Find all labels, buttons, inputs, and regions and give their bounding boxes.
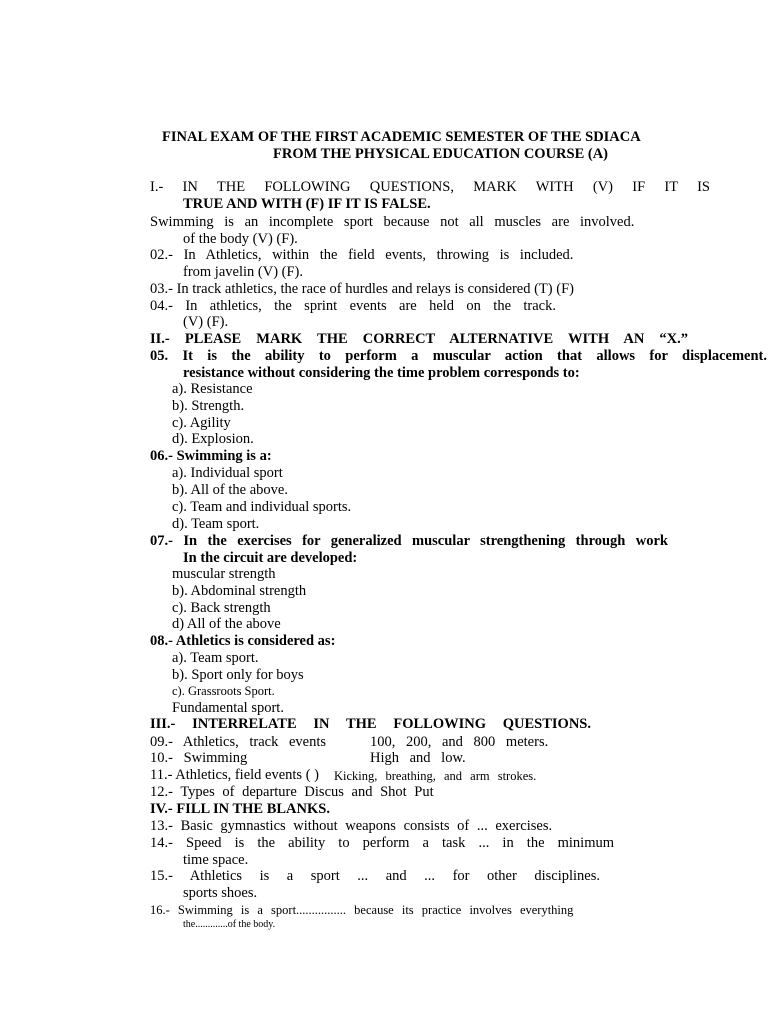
question-12: 12.- Types of departure Discus and Shot Put: [150, 784, 434, 800]
question-04-line2: (V) (F).: [183, 314, 229, 330]
question-02-line1: 02.- In Athletics, within the field events, throwing is included.: [150, 247, 574, 263]
question-13: 13.- Basic gymnastics without weapons consists of ... exercises.: [150, 818, 553, 834]
question-08: 08.- Athletics is considered as:: [150, 633, 336, 649]
question-16-line2: the.............of the body.: [183, 919, 276, 930]
question-06-option-a: a). Individual sport: [172, 465, 283, 481]
question-05-option-a: a). Resistance: [172, 381, 253, 397]
question-07-line1: 07.- In the exercises for generalized muscular strengthening through work: [150, 533, 668, 549]
question-07-option-d: d) All of the above: [172, 616, 281, 632]
question-14-line2: time space.: [183, 852, 249, 868]
question-15-line1: 15.- Athletics is a sport ... and ... for other disciplines.: [150, 868, 600, 884]
question-10-right: High and low.: [370, 750, 466, 766]
question-05-option-c: c). Agility: [172, 415, 231, 431]
question-09-left: 09.- Athletics, track events: [150, 734, 327, 750]
question-05-option-b: b). Strength.: [172, 398, 245, 414]
question-01-line2: of the body (V) (F).: [183, 231, 298, 247]
question-11-left: 11.- Athletics, field events ( ): [150, 767, 319, 783]
question-07-option-a: muscular strength: [172, 566, 276, 582]
question-14-line1: 14.- Speed is the ability to perform a task ... in the minimum: [150, 835, 614, 851]
question-11-right: Kicking, breathing, and arm strokes.: [334, 769, 537, 783]
question-01-line1: Swimming is an incomplete sport because not all muscles are involved.: [150, 214, 635, 230]
question-04-line1: 04.- In athletics, the sprint events are held on the track.: [150, 298, 556, 314]
section-3-heading: III.- INTERRELATE IN THE FOLLOWING QUESTIONS.: [150, 716, 591, 732]
question-02-line2: from javelin (V) (F).: [183, 264, 303, 280]
question-06: 06.- Swimming is a:: [150, 448, 272, 464]
question-06-option-b: b). All of the above.: [172, 482, 288, 498]
question-05-line2: resistance without considering the time problem corresponds to:: [183, 365, 580, 381]
question-08-option-a: a). Team sport.: [172, 650, 259, 666]
question-16-line1: 16.- Swimming is a sport................ because its practice involves everything: [150, 903, 574, 917]
section-4-heading: IV.- FILL IN THE BLANKS.: [150, 801, 330, 817]
question-03: 03.- In track athletics, the race of hurdles and relays is considered (T) (F): [150, 281, 574, 297]
question-07-option-b: b). Abdominal strength: [172, 583, 307, 599]
question-06-option-d: d). Team sport.: [172, 516, 260, 532]
question-05-option-d: d). Explosion.: [172, 431, 254, 447]
question-09-right: 100, 200, and 800 meters.: [370, 734, 549, 750]
question-08-option-d: Fundamental sport.: [172, 700, 284, 716]
question-08-option-b: b). Sport only for boys: [172, 667, 304, 683]
question-10-left: 10.- Swimming: [150, 750, 248, 766]
section-1-heading: I.- IN THE FOLLOWING QUESTIONS, MARK WITH (V) IF IT IS: [150, 179, 710, 195]
question-07-option-c: c). Back strength: [172, 600, 271, 616]
question-08-option-c: c). Grassroots Sport.: [172, 684, 275, 698]
section-2-heading: II.- PLEASE MARK THE CORRECT ALTERNATIVE WITH AN “X.”: [150, 331, 688, 347]
section-1-heading-cont: TRUE AND WITH (F) IF IT IS FALSE.: [183, 196, 431, 212]
question-05-line1: 05. It is the ability to perform a muscular action that allows for displacement.: [150, 348, 767, 364]
question-06-option-c: c). Team and individual sports.: [172, 499, 352, 515]
question-07-line2: In the circuit are developed:: [183, 550, 358, 566]
exam-title-line2: FROM THE PHYSICAL EDUCATION COURSE (A): [273, 146, 609, 162]
exam-title-line1: FINAL EXAM OF THE FIRST ACADEMIC SEMESTER OF THE SDIACA: [162, 129, 641, 145]
question-15-line2: sports shoes.: [183, 885, 258, 901]
